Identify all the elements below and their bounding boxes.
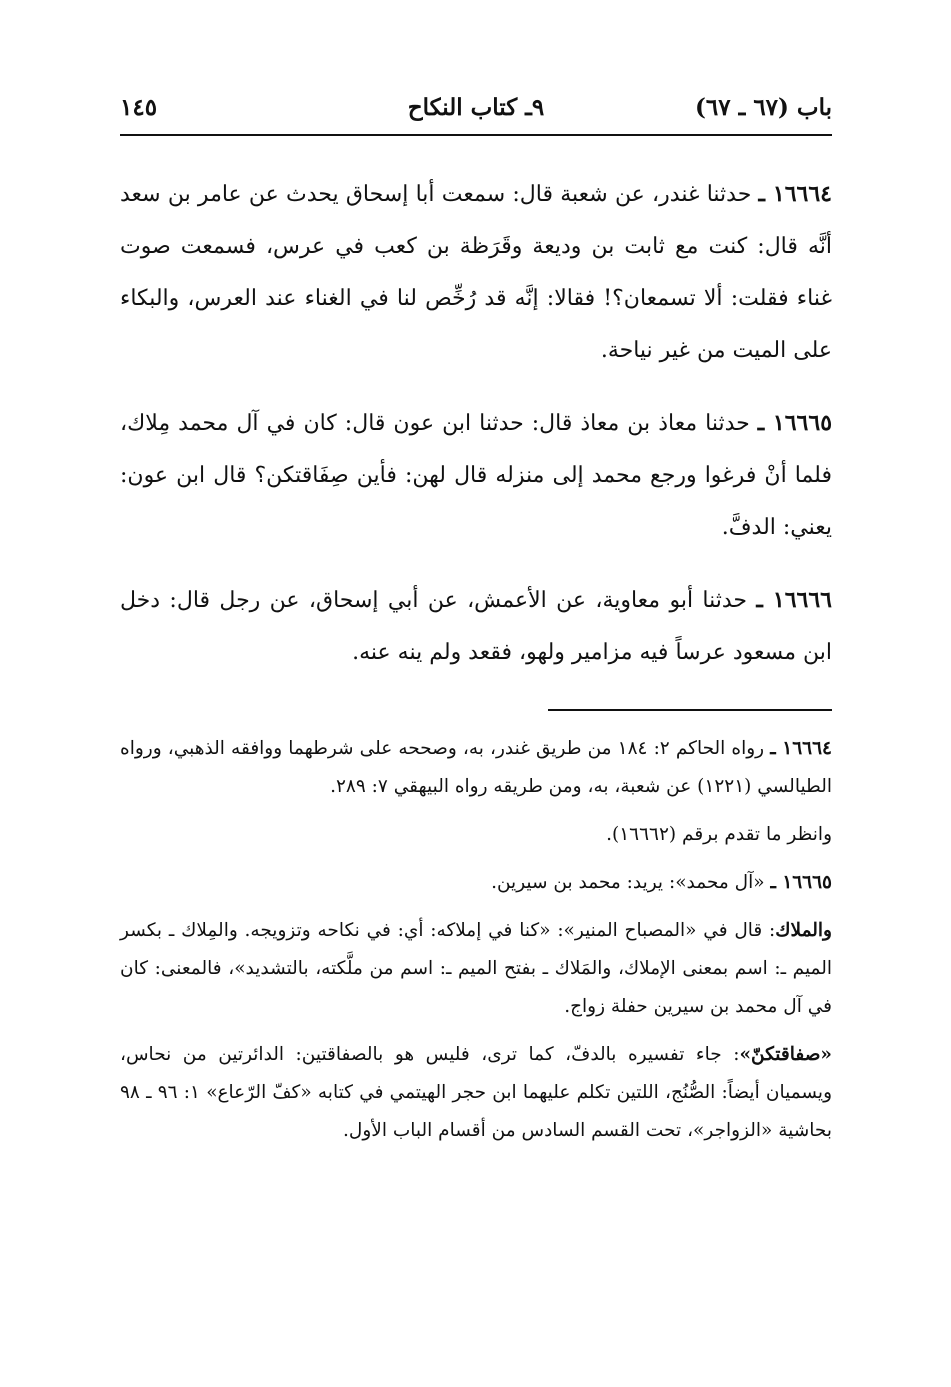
book-page bbox=[120, 0, 832, 1387]
footnote-lead: ١٦٦٦٤ ـ bbox=[770, 738, 832, 759]
header-divider bbox=[120, 134, 832, 136]
hadith-paragraph bbox=[120, 168, 832, 377]
hadith-text: حدثنا معاذ بن معاذ قال: حدثنا ابن عون قال: كان في آل محمد مِلاك، فلما أنْ فرغوا ورجع محمد إلى منزله قال لهن: فأين صِفَاقتكن؟ قال ابن عون: يعني: الدفَّ. bbox=[120, 411, 832, 540]
footnote-lead: والملاك bbox=[775, 920, 832, 941]
footnote-lead: ١٦٦٦٥ ـ bbox=[770, 872, 832, 893]
chapter-reference: باب (٦٧ ـ ٦٧) bbox=[694, 94, 832, 121]
footnote-text: : جاء تفسيره بالدفّ، كما ترى، فليس هو بالصفاقتين: الدائرتين من نحاس، ويسميان أيضاً: الصُّنُج، اللتين تكلم عليهما ابن حجر الهيتمي في كتابه «كفّ الرّعاع» ١: ٩٦ ـ ٩٨ بحاشية «الزواجر»، تحت القسم السادس من أقسام الباب الأول. bbox=[120, 1044, 832, 1141]
hadith-text: حدثنا غندر، عن شعبة قال: سمعت أبا إسحاق يحدث عن عامر بن سعد أنَّه قال: كنت مع ثابت بن وديعة وقَرَظة بن كعب في عرس، فسمعت صوت غناء فقلت: ألا تسمعان؟! فقالا: إنَّه قد رُخِّص لنا في الغناء عند العرس، والبكاء على الميت من غير نياحة. bbox=[120, 182, 832, 363]
hadith-paragraph bbox=[120, 574, 832, 679]
footnote-text: «آل محمد»: يريد: محمد بن سيرين. bbox=[491, 872, 765, 893]
footnote bbox=[120, 864, 832, 902]
footnote-text: رواه الحاكم ٢: ١٨٤ من طريق غندر، به، وصححه على شرطهما ووافقه الذهبي، ورواه الطيالسي (١٢٢١) عن شعبة، به، ومن طريقه رواه البيهقي ٧: ٢٨٩. bbox=[120, 738, 832, 797]
hadith-number: ١٦٦٦٦ ـ bbox=[756, 587, 832, 613]
running-header bbox=[120, 88, 832, 128]
hadith-number: ١٦٦٦٥ ـ bbox=[757, 410, 833, 436]
footnote bbox=[120, 730, 832, 806]
hadith-number: ١٦٦٦٤ ـ bbox=[758, 181, 832, 207]
page-number: ١٤٥ bbox=[120, 94, 158, 121]
footnotes bbox=[120, 730, 832, 1160]
footnote-divider bbox=[548, 709, 832, 711]
hadith-paragraph bbox=[120, 397, 832, 554]
main-text bbox=[120, 168, 832, 699]
hadith-text: حدثنا أبو معاوية، عن الأعمش، عن أبي إسحاق، عن رجل قال: دخل ابن مسعود عرساً فيه مزامير ولهو، فقعد ولم ينه عنه. bbox=[120, 588, 832, 665]
footnote bbox=[120, 912, 832, 1026]
footnote bbox=[120, 1036, 832, 1150]
footnote-text: وانظر ما تقدم برقم (١٦٦٦٢). bbox=[606, 824, 832, 845]
footnote-lead: «صفاقتكنّ» bbox=[739, 1044, 832, 1065]
book-title: ٩ـ كتاب النكاح bbox=[407, 94, 545, 121]
footnote bbox=[120, 816, 832, 854]
footnote-text: : قال في «المصباح المنير»: «كنا في إملاكه: أي: في نكاحه وتزويجه. والمِلاك ـ بكسر الميم ـ: اسم بمعنى الإملاك، والمَلاك ـ بفتح الميم ـ: اسم من ملَّكته، بالتشديد»، فالمعنى: كان في آل محمد بن سيرين حفلة زواج. bbox=[120, 920, 832, 1017]
